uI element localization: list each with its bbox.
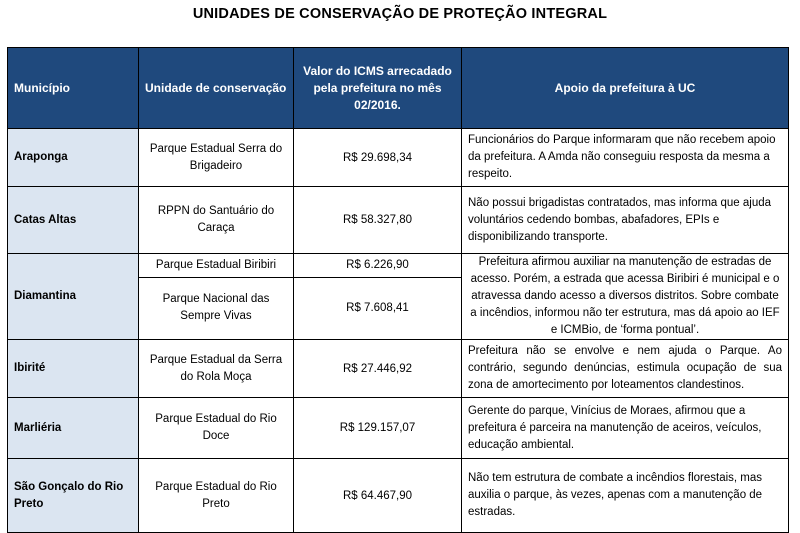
- conservation-units-table: [7, 47, 789, 533]
- valor-cell: R$ 27.446,92: [294, 340, 462, 398]
- valor-cell: R$ 7.608,41: [294, 277, 462, 339]
- header-municipio: Município: [8, 48, 139, 129]
- unidade-cell: Parque Estadual Biribiri: [139, 254, 294, 278]
- table-row: [8, 459, 789, 533]
- header-unidade: Unidade de conservação: [139, 48, 294, 129]
- apoio-cell: Prefeitura não se envolve e nem ajuda o Parque. Ao contrário, segundo denúncias, estimula ocupação de sua zona de amortecimento por loteamentos clandestinos.: [462, 340, 789, 398]
- valor-cell: R$ 64.467,90: [294, 459, 462, 533]
- table-header-row: [8, 48, 789, 129]
- valor-cell: R$ 129.157,07: [294, 398, 462, 459]
- header-apoio: Apoio da prefeitura à UC: [462, 48, 789, 129]
- valor-cell: R$ 29.698,34: [294, 129, 462, 187]
- municipio-cell: Diamantina: [8, 254, 139, 340]
- table-row: [8, 187, 789, 254]
- unidade-cell: RPPN do Santuário do Caraça: [139, 187, 294, 254]
- municipio-cell: Ibirité: [8, 340, 139, 398]
- apoio-cell: Gerente do parque, Vinícius de Moraes, afirmou que a prefeitura é parceira na manutenção de aceiros, veículos, educação ambiental.: [462, 398, 789, 459]
- table-row: [8, 398, 789, 459]
- valor-cell: R$ 6.226,90: [294, 254, 462, 278]
- unidade-cell: Parque Estadual Serra do Brigadeiro: [139, 129, 294, 187]
- apoio-cell: Prefeitura afirmou auxiliar na manutenção de estradas de acesso. Porém, a estrada que acessa Biribiri é municipal e o atravessa dando acesso a diversos distritos. Sobre combate a incêndios, informou não ter estrutura, mas dá apoio ao IEF e ICMBio, de ‘forma pontual’.: [462, 254, 789, 340]
- unidade-cell: Parque Estadual da Serra do Rola Moça: [139, 340, 294, 398]
- apoio-cell: Não tem estrutura de combate a incêndios florestais, mas auxilia o parque, às vezes, apenas com a manutenção de estradas.: [462, 459, 789, 533]
- table-row: [8, 340, 789, 398]
- municipio-cell: São Gonçalo do Rio Preto: [8, 459, 139, 533]
- unidade-cell: Parque Estadual do Rio Doce: [139, 398, 294, 459]
- municipio-cell: Marliéria: [8, 398, 139, 459]
- valor-cell: R$ 58.327,80: [294, 187, 462, 254]
- apoio-cell: Não possui brigadistas contratados, mas informa que ajuda voluntários cedendo bombas, abafadores, EPIs e disponibilizando transporte.: [462, 187, 789, 254]
- table-row: [8, 254, 789, 278]
- unidade-cell: Parque Nacional das Sempre Vivas: [139, 277, 294, 339]
- unidade-cell: Parque Estadual do Rio Preto: [139, 459, 294, 533]
- table-row: [8, 129, 789, 187]
- apoio-cell: Funcionários do Parque informaram que não recebem apoio da prefeitura. A Amda não conseguiu resposta da mesma a respeito.: [462, 129, 789, 187]
- municipio-cell: Catas Altas: [8, 187, 139, 254]
- page-title: UNIDADES DE CONSERVAÇÃO DE PROTEÇÃO INTEGRAL: [192, 6, 608, 22]
- header-valor: Valor do ICMS arrecadado pela prefeitura no mês 02/2016.: [294, 48, 462, 129]
- municipio-cell: Araponga: [8, 129, 139, 187]
